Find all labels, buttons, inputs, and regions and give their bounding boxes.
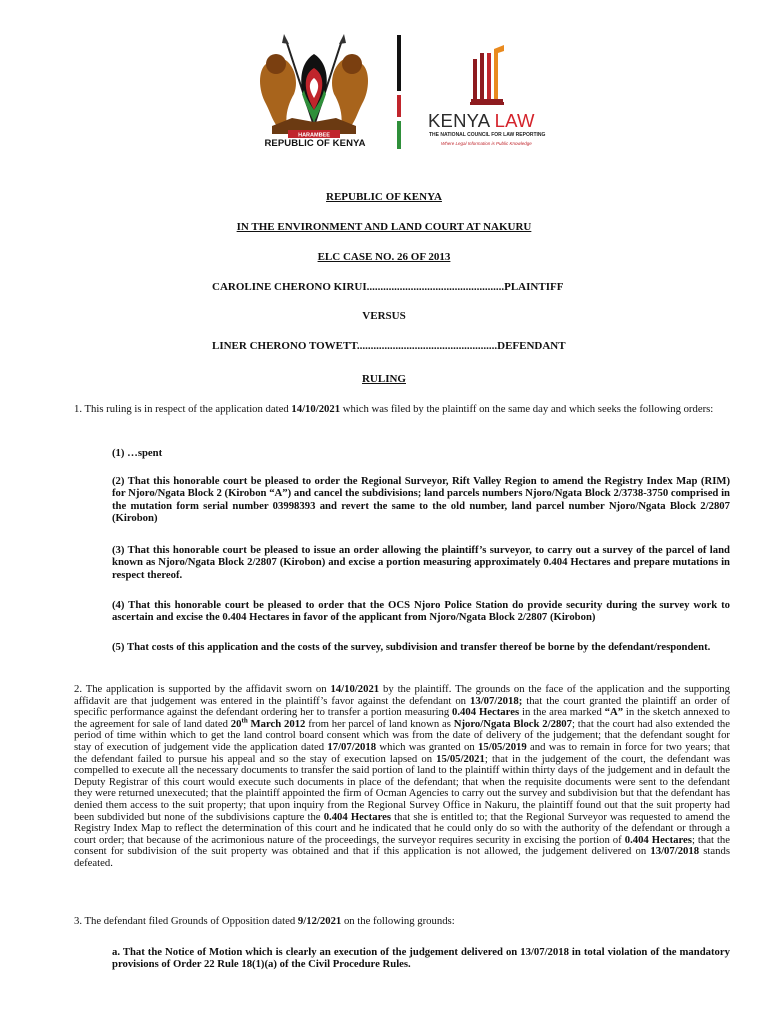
para2-text: in the sketch annexed to the agreement for sale of land dated xyxy=(74,706,730,730)
para2-text: by the plaintiff. The grounds on the face of the application and the supporting affidavit are that judgement was entered in the plaintiff’s favor against the defendant on xyxy=(74,683,730,707)
defendant-line: LINER CHERONO TOWETT...................................................DEFENDANT xyxy=(212,340,566,352)
para2-text: in the area marked xyxy=(519,706,605,719)
para2-text: 2. The application is supported by the affidavit sworn on xyxy=(74,683,331,695)
para2-bold: 13/07/2018 xyxy=(650,845,700,858)
paragraph-1 xyxy=(74,404,730,416)
para2-text: that she is entitled to; that the Regional Surveyor was requested to amend the Registry Index Map to reflect the determination of this court and he indicated that he could only do so with the authority of the defendant or through a court order; that because of the acrimonious nature of the proceedings, the surveyor requires security in excising the portion of xyxy=(74,810,731,846)
heading-ruling: RULING xyxy=(361,373,406,385)
kenya-law-word-law: LAW xyxy=(494,110,535,131)
versus-line: VERSUS xyxy=(362,310,406,322)
para2-bold: 0.404 Hectares xyxy=(452,706,520,719)
para2-text: from her parcel of land known as xyxy=(305,717,454,730)
para2-text: that the court granted the plaintiff an order of specific performance against the defendant ordering her to transfer a portion measuring xyxy=(74,694,730,719)
divider-green-segment xyxy=(397,121,401,149)
para3-text-b: on the following grounds: xyxy=(341,915,455,927)
para2-bold: 15/05/2021 xyxy=(436,752,485,765)
para2-bold: March 2012 xyxy=(247,717,306,730)
ground-a: a. That the Notice of Motion which is clearly an execution of the judgement delivered on 13/07/2018 in total violation of the mandatory provisions of Order 22 Rule 18(1)(a) of the Civil Procedure Rules. xyxy=(112,946,730,971)
order-1: (1) …spent xyxy=(112,447,163,459)
para2-text: ; that the consent for subdivision of the suit property was obtained and that if this application is not allowed, the judgement delivered on xyxy=(74,833,731,858)
para2-bold: 17/07/2018 xyxy=(327,740,377,753)
paragraph-2 xyxy=(74,684,730,870)
order-3: (3) That this honorable court be pleased to issue an order allowing the plaintiff’s surveyor, to carry out a survey of the parcel of land known as Njoro/Ngata Block 2/2807 (Kirobon) and excise a portion measuring approximately 0.404 Hectares and prepare mutations in respect thereof. xyxy=(112,544,730,581)
para2-bold: 20 xyxy=(230,717,242,730)
para1-date: 14/10/2021 xyxy=(291,403,341,415)
para2-bold: “A” xyxy=(604,706,624,719)
heading-court: IN THE ENVIRONMENT AND LAND COURT AT NAKURU xyxy=(236,221,532,233)
plaintiff-line: CAROLINE CHERONO KIRUI..................................................PLAINTIFF xyxy=(212,281,564,293)
para3-text-a: 3. The defendant filed Grounds of Opposition dated xyxy=(74,915,298,927)
para2-text: which was granted on xyxy=(376,740,479,753)
heading-case-number: ELC CASE NO. 26 OF 2013 xyxy=(317,251,451,263)
para1-text-a: 1. This ruling is in respect of the application dated xyxy=(74,403,292,415)
para3-date: 9/12/2021 xyxy=(297,915,342,927)
order-2: (2) That this honorable court be pleased to order the Regional Surveyor, Rift Valley Region to amend the Registry Index Map (RIM) for Njoro/Ngata Block 2 (Kirobon “A”) and cancel the subdivisions; land parcels numbers Njoro/Ngata Block 2/3738-3750 comprised in the mutation form serial number 03998393 and revert the same to the old number, land parcel number Njoro/Ngata Block 2/2807 (Kirobon) xyxy=(112,475,730,524)
kenya-law-pillars-icon xyxy=(470,45,506,105)
para2-bold: 15/05/2019 xyxy=(478,740,527,753)
para2-text: and was to remain in force for two years; that the defendant failed to pursue his appeal and so the stay of execution lapsed on xyxy=(74,740,730,765)
para2-bold: Njoro/Ngata Block 2/2807 xyxy=(453,717,572,730)
kenya-law-word-kenya: KENYA xyxy=(428,110,490,131)
divider-red-segment xyxy=(397,95,401,117)
para1-text-b: which was filed by the plaintiff on the same day and which seeks the following orders: xyxy=(340,403,714,415)
para2-bold: 14/10/2021 xyxy=(330,683,380,695)
para2-bold: 0.404 Hectares xyxy=(323,810,392,823)
order-4: (4) That this honorable court be pleased to order that the OCS Njoro Police Station do provide security during the survey work to ascertain and excise the 0.404 Hectares in favor of the applicant from Njoro/Ngata Block 2/2807 (Kirobon) xyxy=(112,599,730,624)
heading-republic: REPUBLIC OF KENYA xyxy=(326,191,442,203)
para2-text: ; that in the judgement of the court, the defendant was compelled to execute all the necessary documents to transfer the said portion of land to the plaintiff within thirty days of the judgement and in default the Deputy Registrar of this court would execute such documents in place of the defendant; that when the requisite documents were sent to the defendant they were returned unexecuted; that the plaintiff appointed the firm of Ocman Agencies to carry out the survey and subdivision but that the defendant has denied them access to the suit property; that upon inquiry from the Regional Survey Office in Nakuru, the plaintiff found out that the suit property had been subdivided but none of the subdivisions capture the xyxy=(74,752,730,823)
header-divider xyxy=(397,35,401,149)
paragraph-3 xyxy=(74,916,730,928)
coat-of-arms-logo xyxy=(252,34,376,152)
coat-of-arms-caption: REPUBLIC OF KENYA xyxy=(264,138,366,149)
kenya-law-wordmark xyxy=(428,110,535,132)
para2-text: stands defeated. xyxy=(74,845,730,869)
kenya-law-tagline: Where Legal Information is Public Knowledge xyxy=(441,141,532,146)
harambee-motto: HARAMBEE xyxy=(298,132,330,139)
para2-text: ; that the court had also extended the period of time within which to get the land control board consent which was from the date of delivery of the judgement; that the defendant sought for stay of execution of judgement vide the application dated xyxy=(74,717,730,753)
para2-date-march xyxy=(231,718,306,730)
para2-superscript: th xyxy=(241,716,248,725)
coat-of-arms-icon xyxy=(252,34,376,144)
kenya-law-subtitle: THE NATIONAL COUNCIL FOR LAW REPORTING xyxy=(429,132,546,138)
order-5: (5) That costs of this application and the costs of the survey, subdivision and transfer thereof be borne by the defendant/respondent. xyxy=(112,641,711,653)
para2-bold: 13/07/2018; xyxy=(470,694,523,707)
divider-black-segment xyxy=(397,35,401,91)
para2-bold: 0.404 Hectares xyxy=(624,833,692,846)
